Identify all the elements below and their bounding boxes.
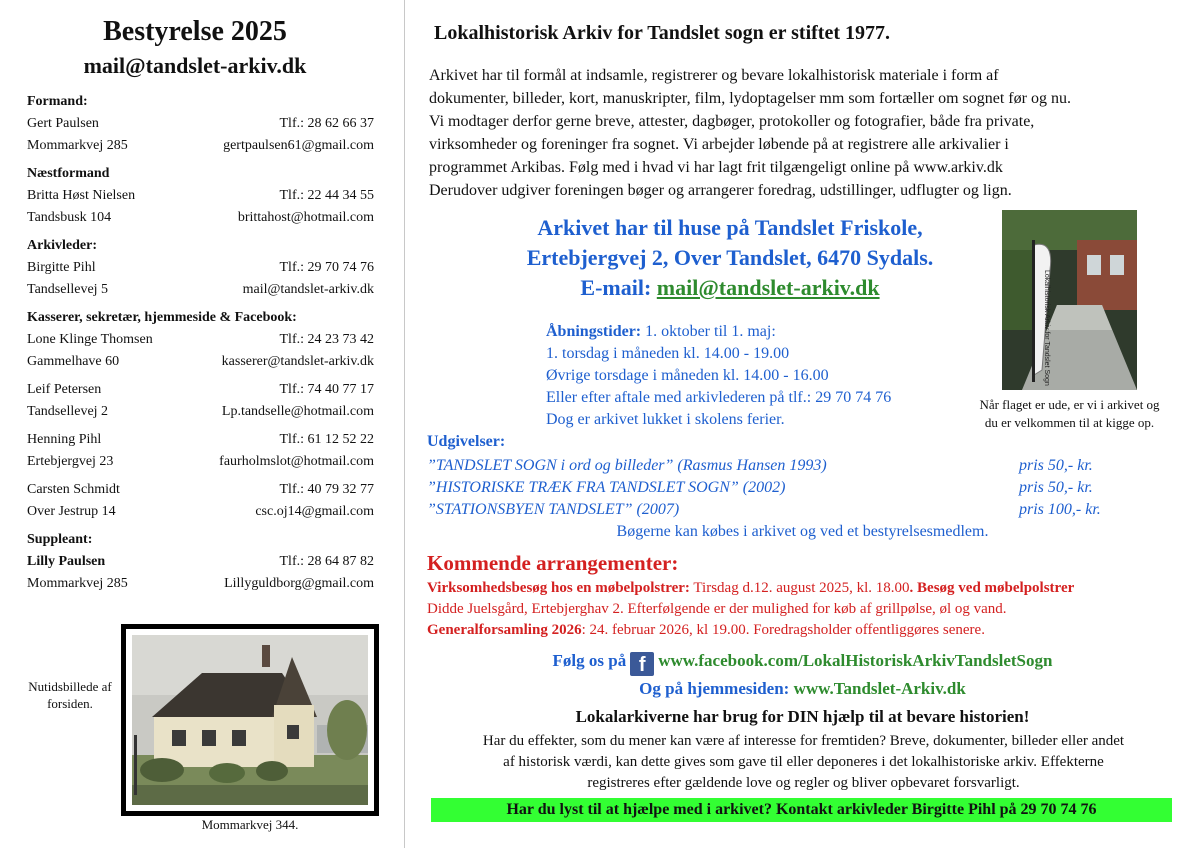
- role-heading: Kasserer, sekretær, hjemmeside & Facebook:: [27, 310, 297, 325]
- intro-line: programmet Arkibas. Følg med i hvad vi har lagt frit tilgængeligt online på www.arkiv.dk: [429, 159, 1003, 176]
- member-phone: Tlf.: 24 23 73 42: [279, 332, 374, 347]
- member-phone: Tlf.: 28 62 66 37: [279, 116, 374, 131]
- member-name: Gert Paulsen: [27, 116, 99, 131]
- board-email[interactable]: mail@tandslet-arkiv.dk: [83, 53, 307, 78]
- event-text: . Besøg ved møbelpolstrer: [909, 580, 1075, 596]
- hours-line: 1. torsdag i måneden kl. 14.00 - 19.00: [546, 345, 790, 362]
- archive-intro: [429, 64, 1197, 202]
- role-heading: Suppleant:: [27, 532, 93, 547]
- help-line: Har du effekter, som du mener kan være af interesse for fremtiden? Breve, dokumenter, billeder eller andet: [482, 733, 1125, 749]
- member-name: Lilly Paulsen: [27, 554, 106, 569]
- publications-list: [427, 455, 1117, 521]
- publication-item: [427, 499, 1117, 521]
- member-name: Britta Høst Nielsen: [27, 188, 136, 203]
- intro-line: Vi modtager derfor gerne breve, attester, dagbøger, protokoller og fotografier, både fra private,: [429, 113, 1035, 130]
- member-email[interactable]: kasserer@tandslet-arkiv.dk: [221, 354, 374, 369]
- events-heading: Kommende arrangementer:: [427, 551, 679, 575]
- role-heading: Formand:: [27, 94, 88, 109]
- opening-hours: [546, 321, 891, 431]
- member-address: Tandsbusk 104: [27, 210, 112, 225]
- hours-line: Eller efter aftale med arkivlederen på tlf.: 29 70 74 76: [546, 389, 892, 406]
- publication-price: pris 50,- kr.: [1019, 457, 1093, 474]
- member-name: Birgitte Pihl: [27, 260, 96, 275]
- member-card: [27, 257, 374, 301]
- member-card: [27, 551, 374, 595]
- member-phone: Tlf.: 29 70 74 76: [279, 260, 374, 275]
- member-address: Over Jestrup 14: [27, 504, 116, 519]
- board-title: Bestyrelse 2025: [103, 16, 287, 47]
- flag-text: Lokalhistorisk Arkiv for Tandslet Sogn: [1043, 270, 1050, 386]
- member-phone: Tlf.: 22 44 34 55: [279, 188, 374, 203]
- flag-photo: [1002, 210, 1137, 390]
- archive-email-link[interactable]: mail@tandslet-arkiv.dk: [656, 275, 880, 300]
- publication-item: [427, 477, 1117, 499]
- member-email[interactable]: mail@tandslet-arkiv.dk: [242, 282, 374, 297]
- homepage-label: Og på hjemmesiden:: [639, 679, 790, 698]
- help-text: [431, 731, 1176, 794]
- facebook-icon[interactable]: f: [630, 652, 654, 676]
- member-address: Tandsellevej 2: [27, 404, 109, 419]
- member-email[interactable]: csc.oj14@gmail.com: [255, 504, 374, 519]
- member-card: [27, 113, 374, 157]
- publication-title: ”HISTORISKE TRÆK FRA TANDSLET SOGN” (2002): [427, 479, 786, 496]
- flag-caption: Når flaget er ude, er vi i arkivet og du er velkommen til at kigge op.: [979, 397, 1160, 430]
- member-address: Ertebjergvej 23: [27, 454, 114, 469]
- flag-illustration: [1002, 210, 1137, 390]
- address-line: Ertebjergvej 2, Over Tandslet, 6470 Sydals.: [526, 245, 934, 270]
- member-card: [27, 479, 374, 523]
- archive-panel: [405, 0, 1200, 848]
- photo-side-caption: Nutidsbillede af forsiden.: [28, 679, 112, 711]
- member-email[interactable]: Lp.tandselle@hotmail.com: [221, 404, 374, 419]
- member-phone: Tlf.: 74 40 77 17: [279, 382, 374, 397]
- event-text: : 24. februar 2026, kl 19.00. Foredragsholder offentliggøres senere.: [581, 622, 985, 638]
- member-card: [27, 329, 374, 373]
- member-name: Carsten Schmidt: [27, 482, 120, 497]
- member-address: Gammelhave 60: [27, 354, 120, 369]
- help-heading: Lokalarkiverne har brug for DIN hjælp til at bevare historien!: [575, 707, 1030, 726]
- contact-banner: Har du lyst til at hjælpe med i arkivet? Kontakt arkivleder Birgitte Pihl på 29 70 74 76: [431, 798, 1172, 822]
- hours-label: Åbningstider:: [546, 323, 642, 340]
- archive-address: [445, 213, 1015, 303]
- house-photo: [121, 624, 379, 816]
- member-name: Lone Klinge Thomsen: [27, 332, 153, 347]
- house-illustration: [132, 635, 368, 805]
- role-heading: Næstformand: [27, 166, 110, 181]
- event-title: Generalforsamling 2026: [427, 622, 582, 638]
- member-email[interactable]: faurholmslot@hotmail.com: [219, 454, 374, 469]
- publication-title: ”STATIONSBYEN TANDSLET” (2007): [427, 501, 680, 518]
- intro-line: virksomheder og foreninger fra sognet. Vi arbejder løbende på at registrere alle arkivalier i: [429, 136, 1009, 153]
- member-address: Mommarkvej 285: [27, 576, 128, 591]
- photo-caption: Mommarkvej 344.: [201, 817, 299, 832]
- event-date: Tirsdag d.12. august 2025, kl. 18.00: [689, 580, 910, 596]
- member-name: Leif Petersen: [27, 382, 102, 397]
- board-members: [27, 89, 374, 601]
- member-address: Tandsellevej 5: [27, 282, 109, 297]
- member-card: [27, 185, 374, 229]
- member-phone: Tlf.: 40 79 32 77: [279, 482, 374, 497]
- publication-price: pris 100,- kr.: [1019, 501, 1101, 518]
- role-arkivleder: [27, 235, 374, 301]
- publications-heading: Udgivelser:: [427, 433, 506, 450]
- help-line: registreres efter gældende love og regler og bliver opbevaret forsvarligt.: [587, 775, 1020, 791]
- hours-line: Øvrige torsdage i måneden kl. 14.00 - 16.00: [546, 367, 829, 384]
- intro-line: dokumenter, billeder, kort, manuskripter, film, lydoptagelser mm som fortæller om sognet før og nu.: [429, 90, 1071, 107]
- board-panel: [0, 0, 404, 848]
- hours-line: Dog er arkivet lukket i skolens ferier.: [546, 411, 785, 428]
- role-suppleant: [27, 529, 374, 595]
- intro-line: Arkivet har til formål at indsamle, registrerer og bevare lokalhistorisk materiale i form af: [429, 67, 999, 84]
- member-phone: Tlf.: 28 64 87 82: [279, 554, 374, 569]
- publication-title: ”TANDSLET SOGN i ord og billeder” (Rasmus Hansen 1993): [427, 457, 827, 474]
- member-email[interactable]: gertpaulsen61@gmail.com: [223, 138, 374, 153]
- member-email[interactable]: Lillyguldborg@gmail.com: [224, 576, 374, 591]
- role-heading: Arkivleder:: [27, 238, 97, 253]
- role-naestformand: [27, 163, 374, 229]
- publications-note: Bøgerne kan købes i arkivet og ved et bestyrelsesmedlem.: [616, 523, 989, 540]
- member-email[interactable]: brittahost@hotmail.com: [237, 210, 374, 225]
- address-line: Arkivet har til huse på Tandslet Friskole,: [537, 215, 923, 240]
- role-kasserer: [27, 307, 374, 523]
- member-card: [27, 429, 374, 473]
- email-label: E-mail:: [580, 275, 652, 300]
- homepage-link[interactable]: www.Tandslet-Arkiv.dk: [793, 679, 966, 698]
- events-list: [427, 578, 1187, 641]
- hours-season: 1. oktober til 1. maj:: [645, 323, 776, 340]
- member-phone: Tlf.: 61 12 52 22: [279, 432, 374, 447]
- intro-line: Derudover udgiver foreningen bøger og arrangerer foredrag, udstillinger, udflugter og lign.: [429, 182, 1012, 199]
- role-formand: [27, 91, 374, 157]
- help-line: af historisk værdi, kan dette gives som gave til eller deponeres i det lokalhistoriske arkiv. Effekterne: [503, 754, 1104, 770]
- member-address: Mommarkvej 285: [27, 138, 128, 153]
- publication-item: [427, 455, 1117, 477]
- follow-section: [405, 648, 1200, 701]
- event-details: Didde Juelsgård, Ertebjerghav 2. Efterfølgende er der mulighed for køb af grillpølse, øl og vand.: [427, 601, 1007, 617]
- event-title: Virksomhedsbesøg hos en møbelpolstrer:: [427, 580, 690, 596]
- member-name: Henning Pihl: [27, 432, 102, 447]
- follow-label: Følg os på: [552, 651, 627, 670]
- archive-title: Lokalhistorisk Arkiv for Tandslet sogn er stiftet 1977.: [434, 22, 890, 44]
- facebook-link[interactable]: www.facebook.com/LokalHistoriskArkivTandsletSogn: [658, 651, 1053, 670]
- publication-price: pris 50,- kr.: [1019, 479, 1093, 496]
- member-card: [27, 379, 374, 423]
